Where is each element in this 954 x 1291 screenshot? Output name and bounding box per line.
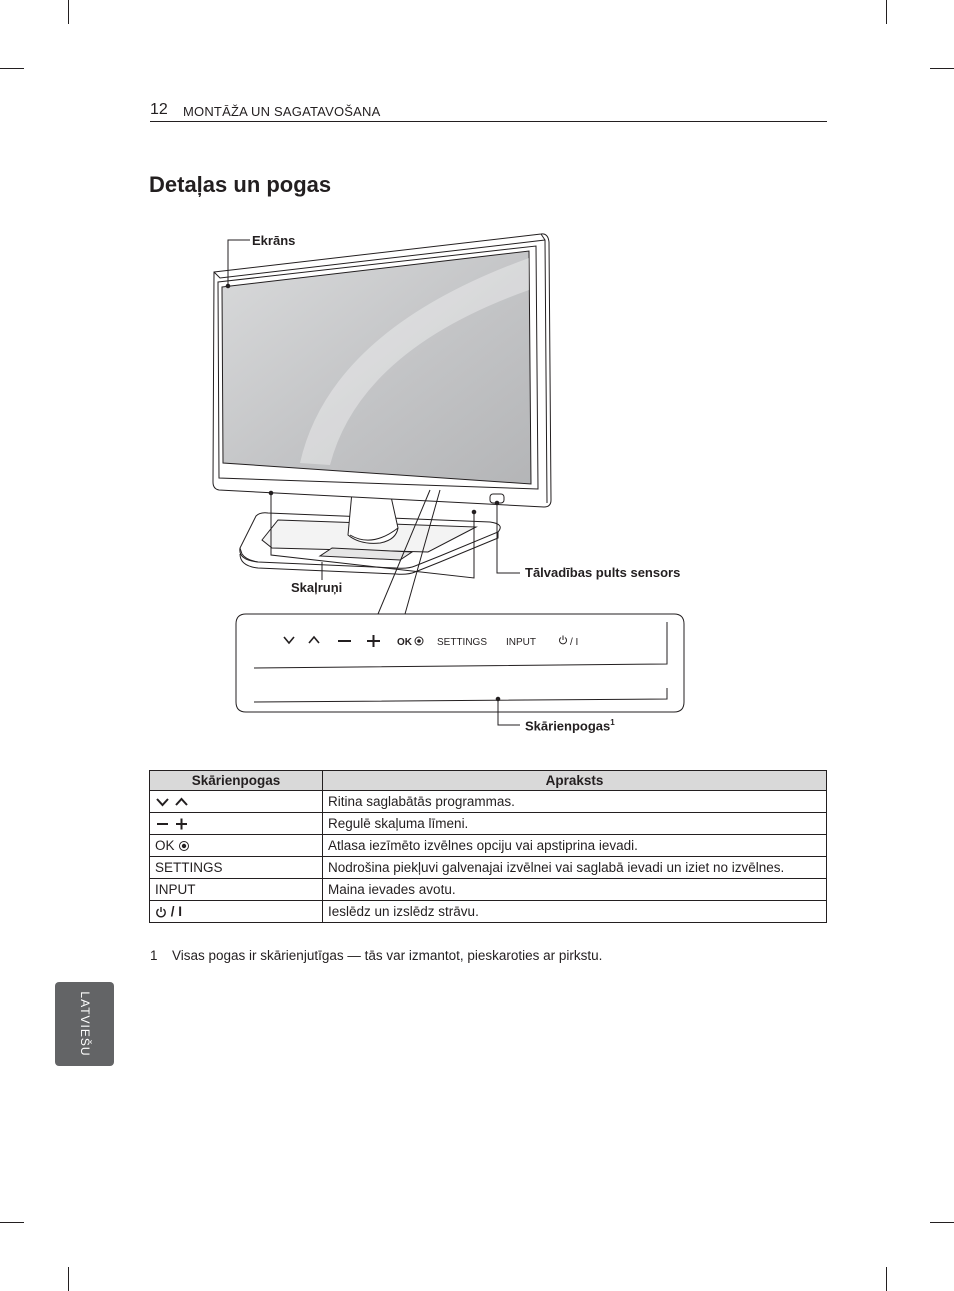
table-row [150,835,827,857]
label-remote-sensor: Tālvadības pults sensors [525,565,681,580]
chevron-down-icon [157,799,168,805]
label-speakers: Skaļruņi [291,580,343,595]
tv-monitor [213,234,551,507]
panel-input-label: INPUT [506,637,536,648]
crop-mark [0,1222,24,1223]
tv-stand [240,492,500,574]
table-row [150,879,827,901]
page-title: Detaļas un pogas [149,172,332,197]
key-text: OK [155,838,175,853]
column-header-description: Apraksts [323,771,827,791]
touch-panel-zoom [236,614,684,712]
table-header-row [150,771,827,791]
footnote-text: Visas pogas ir skārienjutīgas — tās var izmantot, pieskaroties ar pirkstu. [172,948,603,963]
panel-power-label: / I [570,637,579,648]
crop-mark [930,1222,954,1223]
table-cell-description: Ritina saglabātās programmas. [323,791,827,813]
power-icon [155,906,167,918]
table-row [150,901,827,923]
table-cell-key: SETTINGS [150,857,323,879]
section-title: MONTĀŽA UN SAGATAVOŠANA [183,104,381,119]
table-row [150,857,827,879]
table-cell-key [150,901,323,923]
footnote [150,948,602,963]
panel-settings-label: SETTINGS [437,637,488,648]
table-cell-key [150,813,323,835]
table-cell-description: Atlasa iezīmēto izvēlnes opciju vai apstiprina ievadi. [323,835,827,857]
label-touch-buttons [525,718,615,733]
table-cell-description: Nodrošina piekļuvi galvenajai izvēlnei vai saglabā ievadi un iziet no izvēlnes. [323,857,827,879]
footnote-ref: 1 [610,718,615,727]
table-cell-key [150,791,323,813]
language-tab-label: LATVIEŠU [77,991,92,1057]
table-cell-description: Regulē skaļuma līmeni. [323,813,827,835]
table-cell-description: Maina ievades avotu. [323,879,827,901]
crop-mark [68,1267,69,1291]
language-tab [55,982,114,1066]
label-touch-buttons-text: Skārienpogas [525,718,611,734]
table-cell-description: Ieslēdz un izslēdz strāvu. [323,901,827,923]
table-cell-key: INPUT [150,879,323,901]
table-cell-key [150,835,323,857]
table-row [150,791,827,813]
table-row [150,813,827,835]
touch-buttons-table [149,770,827,923]
chevron-up-icon [176,799,187,805]
ok-target-icon [178,840,190,852]
page-number: 12 [150,101,168,118]
footnote-number: 1 [150,948,158,963]
plus-icon [176,819,187,830]
label-screen: Ekrāns [252,233,296,248]
key-text: / I [170,904,183,919]
panel-ok-label: OK [397,637,412,648]
column-header-buttons: Skārienpogas [150,771,323,791]
callout-remote-sensor [495,501,520,573]
crop-mark [886,1267,887,1291]
